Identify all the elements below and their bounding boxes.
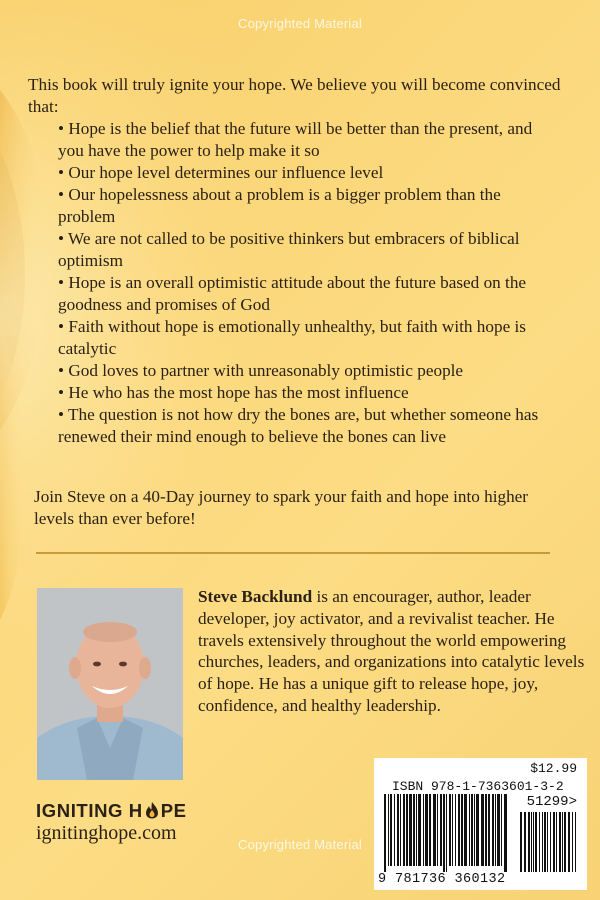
bullet-item: • He who has the most hope has the most influence (58, 383, 409, 402)
barcode-bar (418, 794, 421, 866)
bullet-item: • Our hopelessness about a problem is a bigger problem than the problem (58, 185, 501, 226)
barcode-bar (384, 794, 386, 872)
barcode-bar (471, 794, 473, 866)
barcode-bar (423, 794, 424, 866)
barcode-bar (488, 794, 490, 866)
author-name: Steve Backlund (198, 587, 313, 606)
author-bio-text: is an encourager, author, leader developer, joy activator, and a revivalist teacher. He travels extensively throughout the world empowering churches, leaders, and organizations into catalytic levels of hope. He has a unique gift to release hope, joy, confidence, and healthy leadership. (198, 587, 585, 715)
barcode-bar (481, 794, 484, 866)
logo-text-part1: IGNITING H (36, 800, 143, 821)
barcode-bar (497, 794, 500, 866)
barcode-bar (446, 794, 447, 872)
barcode-bar (394, 794, 395, 866)
ean5-label: 51299> (526, 794, 577, 810)
barcode-bar (425, 794, 428, 866)
price-label: $12.99 (530, 761, 577, 776)
barcode-bar (464, 794, 467, 866)
barcode-bar (400, 794, 401, 866)
bullet-item: • The question is not how dry the bones are, but whether someone has renewed their mind enough to believe the bones can live (58, 405, 539, 446)
barcode-bar (413, 794, 415, 866)
barcode-bar (403, 794, 405, 866)
barcode-bar (458, 794, 460, 866)
website-url: ignitinghope.com (36, 822, 177, 844)
barcode-bar (449, 794, 451, 866)
barcode-bar (409, 794, 412, 866)
hope-bullet-list (58, 118, 548, 448)
flame-icon (144, 801, 160, 819)
divider-rule (36, 552, 550, 554)
barcode-bar (443, 794, 445, 872)
barcode-bar (474, 794, 475, 866)
barcode-bar (388, 794, 389, 866)
barcode-bar (476, 794, 479, 866)
barcode-bar (492, 794, 494, 866)
barcode-box (374, 758, 587, 890)
logo-text-part2: PE (160, 800, 187, 821)
bullet-item: • Hope is the belief that the future will be better than the present, and you have the power to help make it so (58, 119, 533, 160)
barcode-bar (485, 794, 487, 866)
barcode-bar (461, 794, 463, 866)
intro-paragraph: This book will truly ignite your hope. We believe you will become convinced that: (28, 75, 561, 116)
barcode-bar (501, 794, 502, 866)
watermark-top: Copyrighted Material (238, 16, 362, 31)
bullet-item: • Faith without hope is emotionally unhealthy, but faith with hope is catalytic (58, 317, 526, 358)
barcode-bar (437, 794, 438, 866)
bullet-item: • We are not called to be positive thinkers but embracers of biblical optimism (58, 229, 520, 270)
barcode-bar (440, 794, 442, 866)
ean13-label: 9 781736 360132 (378, 872, 506, 887)
barcode-bar (433, 794, 436, 866)
barcode-bar (469, 794, 470, 866)
isbn-label: ISBN 978-1-7363601-3-2 (392, 779, 564, 794)
barcode-bar (390, 794, 392, 866)
watermark-bottom: Copyrighted Material (238, 837, 362, 852)
barcode-bar (455, 794, 456, 866)
bullet-item: • Our hope level determines our influence level (58, 163, 384, 182)
author-photo (37, 588, 183, 780)
barcode-bar (406, 794, 408, 866)
igniting-hope-logo (36, 800, 187, 822)
bullet-item: • God loves to partner with unreasonably optimistic people (58, 361, 464, 380)
barcode-bar (397, 794, 399, 866)
barcode-bar (429, 794, 431, 866)
barcode-bar (452, 794, 453, 866)
barcode-bar (416, 794, 417, 866)
barcode-bar (495, 794, 496, 866)
barcode-bar (504, 794, 507, 872)
bullet-item: • Hope is an overall optimistic attitude about the future based on the goodness and promises of God (58, 273, 527, 314)
author-bio (198, 586, 586, 717)
closing-paragraph: Join Steve on a 40-Day journey to spark your faith and hope into higher levels than ever before! (34, 487, 529, 528)
